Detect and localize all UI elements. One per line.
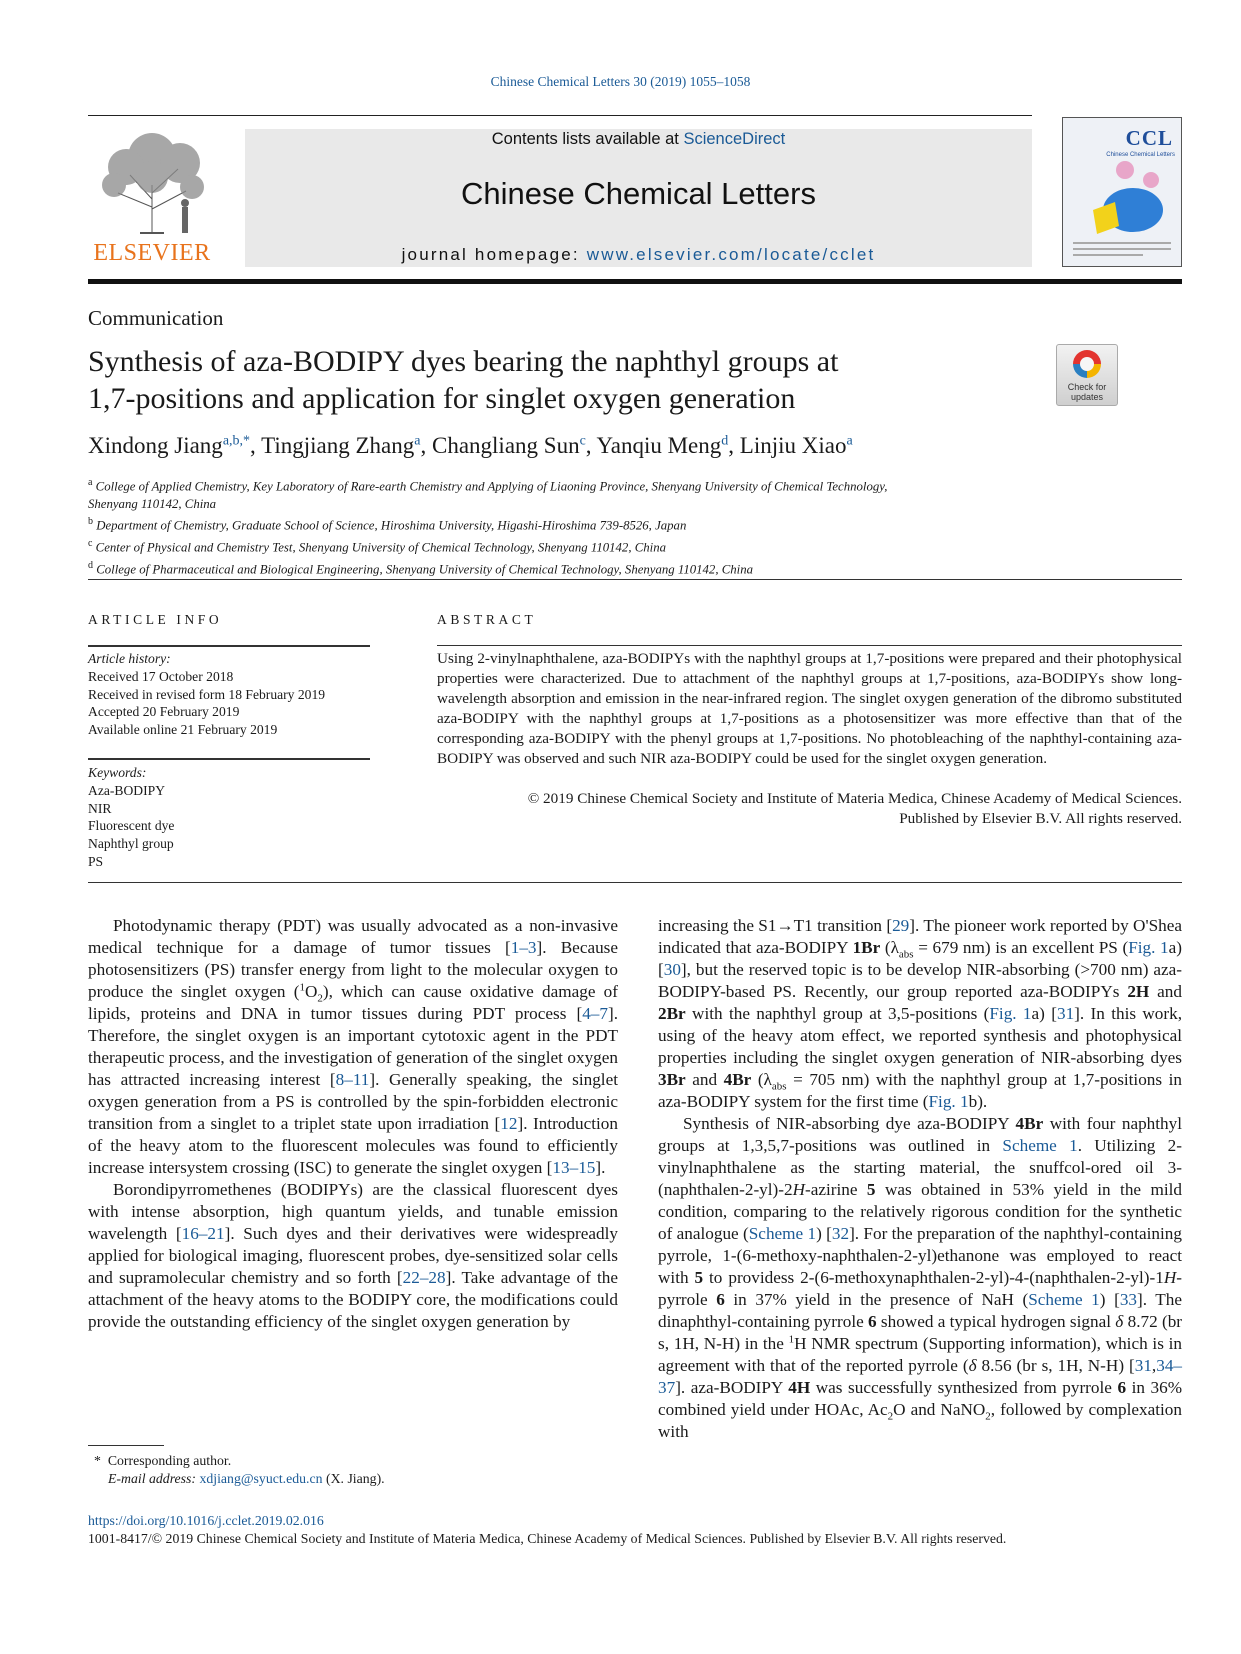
reference-link[interactable]: 29	[892, 916, 910, 935]
author-list: Xindong Jiang$^{a,b,*}$, Tingjiang Zhang$^a$, Changliang Sun$^c$, Yanqiu Meng$^d$, Linjiu Xiao$^a$	[88, 433, 853, 458]
doi-link[interactable]: https://doi.org/10.1016/j.cclet.2019.02.016	[88, 1513, 324, 1528]
keyword: PS	[88, 853, 104, 869]
section-rule	[88, 579, 1182, 580]
body-paragraph: increasing the S1→T1 transition [29]. The pioneer work reported by O'Shea indicated that aza-BODIPY 1Br ($\lambda_{abs} = 679$ nm) is an excellent PS (Fig. 1a) [30], but the reserved topic is to be develop NIR-absorbing (>700 nm) aza-BODIPY-based PS. Recently, our group reported aza-BODIPYs 2H and 2Br with the naphthyl group at 3,5-positions (Fig. 1a) [31]. In this work, using of the heavy atom effect, we reported synthesis and photophysical properties including the singlet oxygen generation of NIR-absorbing dyes 3Br and 4Br ($\lambda_{abs} = 705$ nm) with the naphthyl group at 1,7-positions in aza-BODIPY system for the first time (Fig. 1b).	[658, 916, 1182, 1111]
journal-title: Chinese Chemical Letters	[461, 176, 816, 211]
history-item: Received in revised form 18 February 2019	[88, 686, 326, 702]
reference-link[interactable]: 33	[1119, 1290, 1137, 1309]
author-name[interactable]: Changliang Sun	[431, 433, 580, 458]
elsevier-wordmark: ELSEVIER	[93, 240, 211, 266]
reference-link[interactable]: 1–3	[510, 938, 537, 957]
figure-link[interactable]: Fig. 1	[1128, 938, 1169, 957]
reference-link[interactable]: 12	[500, 1114, 518, 1133]
crossmark-badge[interactable]	[1056, 344, 1118, 406]
reference-link[interactable]: 32	[831, 1224, 850, 1243]
crossmark-label: Check for updates	[1067, 382, 1107, 402]
crossmark-icon	[1073, 350, 1101, 378]
tree-icon	[96, 129, 208, 235]
affiliations	[88, 474, 1088, 579]
reference-link[interactable]: 31	[1134, 1356, 1152, 1375]
article-title: Synthesis of aza-BODIPY dyes bearing the naphthyl groups at 1,7-positions and application for singlet oxygen generation	[88, 345, 839, 415]
keywords	[88, 764, 378, 871]
journal-banner	[245, 129, 1032, 267]
body-paragraph: Borondipyrromethenes (BODIPYs) are the classical fluorescent dyes with intense absorption, high quantum yields, and tunable emission wavelength [16–21]. Such dyes and their derivatives were widespreadly applied for biological imaging, fluorescent probes, dye-sensitized solar cells and supramolecular chemistry and so forth [22–28]. Take advantage of the attachment of the heavy atoms to the BODIPY core, the modifications could provide the outstanding efficiency of the singlet oxygen generation by	[88, 1180, 618, 1331]
reference-link[interactable]: 16–21	[181, 1224, 225, 1243]
figure-link[interactable]: Fig. 1	[928, 1092, 969, 1111]
article-info-heading: ARTICLE INFO	[88, 612, 223, 627]
author-name[interactable]: Xindong Jiang	[88, 433, 223, 458]
author-name[interactable]: Yanqiu Meng	[596, 433, 722, 458]
journal-citation[interactable]: Chinese Chemical Letters 30 (2019) 1055–1058	[490, 74, 751, 89]
keywords-label: Keywords:	[88, 765, 147, 780]
corresponding-author-note: * Corresponding author. E-mail address: xdjiang@syuct.edu.cn (X. Jiang).	[94, 1453, 385, 1487]
abstract-text: Using 2-vinylnaphthalene, aza-BODIPYs with the naphthyl groups at 1,7-positions were prepared and their photophysical properties were characterized. Due to attachment of the naphthyl groups at 1,7-positions, aza-BODIPYs show long-wavelength absorption and emission in the near-infrared region. The singlet oxygen generation of the dibromo substituted aza-BODIPY with the naphthyl groups at 1,7-positions as a photosensitizer was more effective than that of the corresponding aza-BODIPY with the phenyl groups at 1,7-positions. No photobleaching of the naphthyl-containing aza-BODIPY was observed and such NIR aza-BODIPY could be used for the singlet oxygen generation.	[437, 650, 1182, 768]
affiliation: $^b$ Department of Chemistry, Graduate School of Science, Hiroshima University, Higashi-Hiroshima 739-8526, Japan	[88, 516, 687, 533]
scheme-link[interactable]: Scheme 1	[748, 1224, 817, 1243]
elsevier-logo[interactable]	[88, 129, 216, 267]
header-thick-rule	[88, 279, 1182, 284]
keyword: Fluorescent dye	[88, 818, 175, 834]
scheme-link[interactable]: Scheme 1	[1028, 1290, 1100, 1309]
scheme-link[interactable]: Scheme 1	[1002, 1136, 1078, 1155]
history-item: Received 17 October 2018	[88, 668, 234, 684]
affiliation: $^a$ College of Applied Chemistry, Key Laboratory of Rare-earth Chemistry and Applying of Liaoning Province, Shenyang University of Chemical Technology,	[88, 477, 888, 494]
email-link[interactable]: xdjiang@syuct.edu.cn	[199, 1471, 323, 1487]
affiliation: $^d$ College of Pharmaceutical and Biological Engineering, Shenyang University of Chemical Technology, Shenyang 110142, China	[88, 560, 754, 577]
reference-link[interactable]: 22–28	[402, 1268, 446, 1287]
abstract-copyright: © 2019 Chinese Chemical Society and Institute of Materia Medica, Chinese Academy of Medical Sciences. Published by Elsevier B.V. All rights reserved.	[527, 790, 1182, 828]
keyword: Aza-BODIPY	[88, 782, 166, 798]
body-rule	[88, 882, 1182, 883]
article-history	[88, 650, 378, 739]
abstract-rule	[437, 645, 1182, 646]
affiliation-continued: Shenyang 110142, China	[88, 496, 217, 511]
affiliation: $^c$ Center of Physical and Chemistry Test, Shenyang University of Chemical Technology, Shenyang 110142, China	[88, 538, 667, 555]
reference-link[interactable]: 30	[663, 960, 681, 979]
author-name[interactable]: Linjiu Xiao	[739, 433, 847, 458]
body-column-left	[88, 915, 618, 1333]
body-paragraph: Photodynamic therapy (PDT) was usually advocated as a non-invasive medical technique for a damage of tumor tissues [1–3]. Because photosensitizers (PS) transfer energy from light to the molecular oxygen to produce the singlet oxygen $(^1O_2)$, which can cause oxidative damage of lipids, proteins and DNA in tumor tissues during PDT process [4–7]. Therefore, the singlet oxygen is an important cytotoxic agent in the PDT therapeutic process, and the investigation of generation of the singlet oxygen has attracted increasing interest [8–11]. Generally speaking, the singlet oxygen generation from a PS is controlled by the spin-forbidden electronic transition from a singlet to a triplet state upon irradiation [12]. Introduction of the heavy atom to the fluorescent molecules was found to efficiently increase intersystem crossing (ISC) to generate the singlet oxygen [13–15].	[88, 916, 618, 1177]
article-type: Communication	[88, 306, 224, 330]
cover-label: CCL	[1125, 126, 1173, 150]
reference-link[interactable]: 34–37	[658, 1356, 1182, 1397]
homepage-link[interactable]: www.elsevier.com/locate/cclet	[586, 245, 876, 264]
keywords-rule	[88, 758, 370, 760]
reference-link[interactable]: 31	[1056, 1004, 1075, 1023]
history-item: Accepted 20 February 2019	[88, 704, 240, 720]
reference-link[interactable]: 8–11	[335, 1070, 370, 1089]
article-info-rule	[88, 645, 370, 647]
keyword: Naphthyl group	[88, 836, 174, 852]
header-rule	[88, 115, 1032, 116]
author-name[interactable]: Tingjiang Zhang	[261, 433, 415, 458]
keyword: NIR	[88, 800, 112, 816]
body-column-right	[658, 915, 1182, 1443]
sciencedirect-link[interactable]: ScienceDirect	[683, 130, 786, 148]
contents-line: Contents lists available at ScienceDirect	[491, 130, 786, 148]
issn-copyright: 1001-8417/© 2019 Chinese Chemical Society and Institute of Materia Medica, Chinese Academy of Medical Sciences. Published by Elsevier B.V. All rights reserved.	[88, 1531, 1007, 1546]
reference-link[interactable]: 4–7	[582, 1004, 608, 1023]
journal-cover[interactable]	[1062, 117, 1182, 267]
history-item: Available online 21 February 2019	[88, 722, 278, 738]
body-paragraph: Synthesis of NIR-absorbing dye aza-BODIPY 4Br with four naphthyl groups at 1,3,5,7-positions was outlined in Scheme 1. Utilizing 2-vinylnaphthalene as the starting material, the snuffcol-ored oil 3-(naphthalen-2-yl)-2H-azirine 5 was obtained in 53% yield in the mild condition, comparing to the relatively rigorous condition for the synthetic of analogue (Scheme 1) [32]. For the preparation of the naphthyl-containing pyrrole, 1-(6-methoxy-naphthalen-2-yl)ethanone was employed to react with 5 to providess 2-(6-methoxynaphthalen-2-yl)-4-(naphthalen-2-yl)-1H-pyrrole 6 in 37% yield in the presence of NaH (Scheme 1) [33]. The dinaphthyl-containing pyrrole 6 showed a typical hydrogen signal δ 8.72 (br s, 1H, N-H) in the $^1$H NMR spectrum (Supporting information), which is in agreement with that of the reported pyrrole (δ 8.56 (br s, 1H, N-H) [31,34–37]. aza-BODIPY 4H was successfully synthesized from pyrrole 6 in 36% combined yield under HOAc, $Ac_2O$ and NaNO$_2$, followed by complexation with	[658, 1114, 1183, 1441]
homepage-line: journal homepage: www.elsevier.com/locate/cclet	[401, 245, 876, 264]
reference-link[interactable]: 13–15	[552, 1158, 596, 1177]
history-label: Article history:	[88, 651, 171, 666]
figure-link[interactable]: Fig. 1	[989, 1004, 1032, 1023]
cover-subtitle: Chinese Chemical Letters	[1106, 152, 1175, 158]
abstract-heading: ABSTRACT	[437, 612, 537, 627]
footnote-rule	[88, 1445, 164, 1446]
